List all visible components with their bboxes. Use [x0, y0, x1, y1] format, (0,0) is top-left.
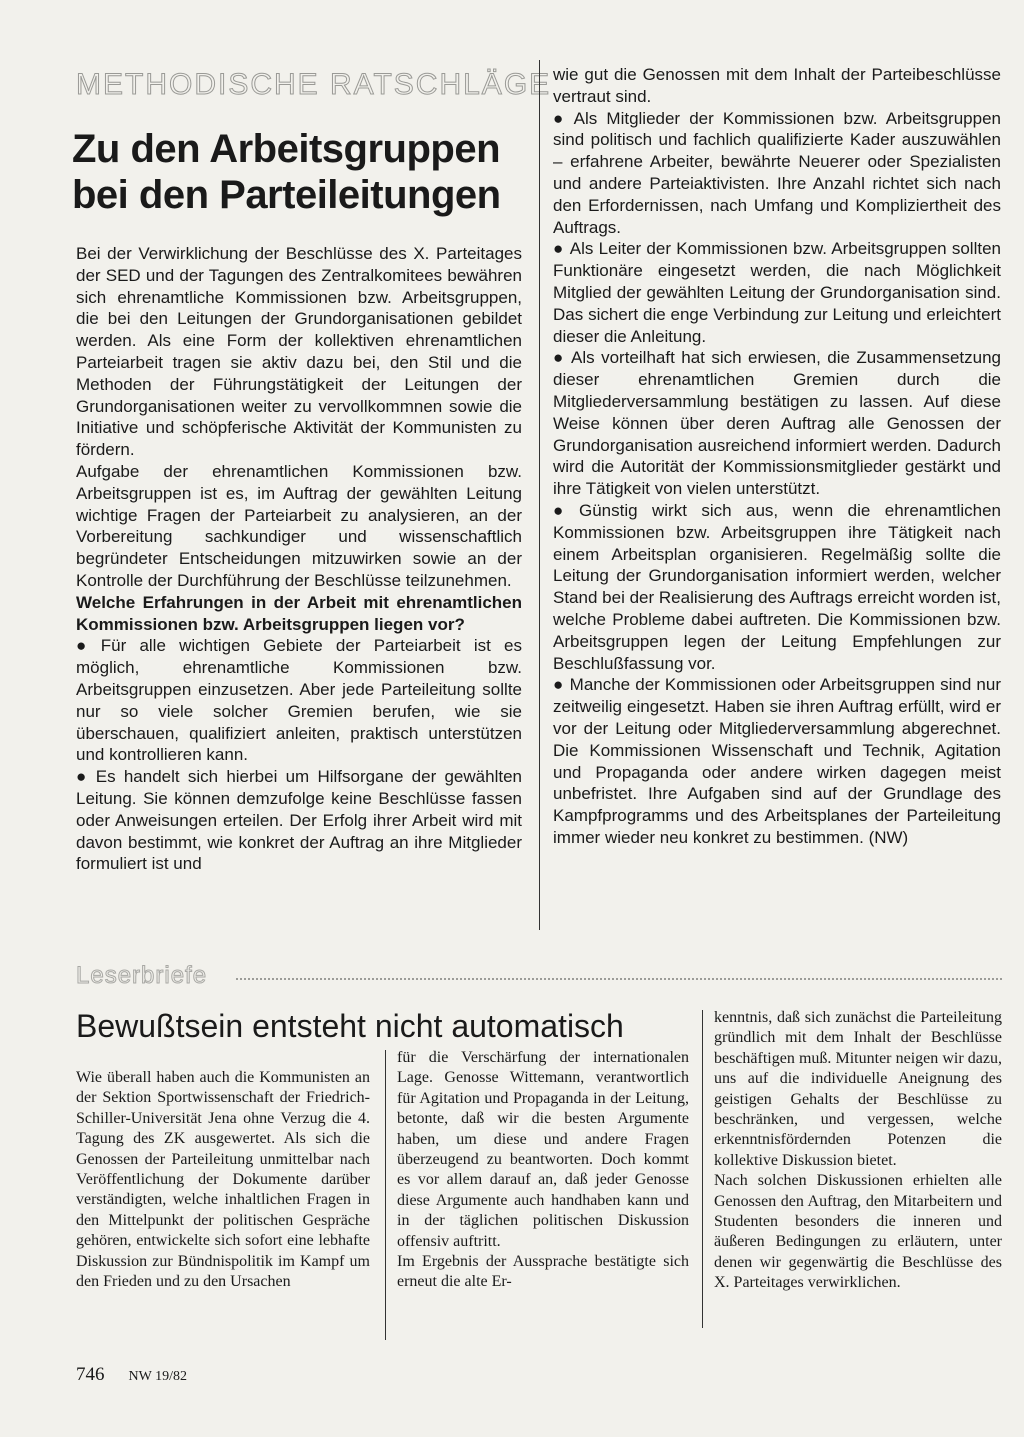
- bullet-paragraph: [553, 108, 1001, 239]
- article-column-1: [76, 243, 522, 875]
- letter-paragraph: kenntnis, daß sich zunächst die Parteileitung gründlich mit dem Inhalt der Beschlüsse beschäftigen muß. Mitunter neigen wir dazu, uns auf die individuelle Aneignung des geistigen Gehalts der Beschlüsse zu beschränken, und vergessen, welche erkenntnisfördernden Potenzen die kollektive Diskussion bietet.: [714, 1009, 1002, 1169]
- paragraph-text: Bei der Verwirklichung der Beschlüsse des X. Parteitages der SED und der Tagungen des Zentralkomitees bewähren sich ehrenamtliche Kommissionen bzw. Arbeitsgruppen, die bei den Leitungen der Grundorganisationen gebildet werden. Als eine Form der kollektiven ehrenamtlichen Parteiarbeit tragen sie aktiv dazu bei, den Stil und die Methoden der Führungstätigkeit der Leitungen der Grundorganisationen weiter zu vervollkommnen sowie die Initiative und schöpferische Aktivität der Kommunisten zu fördern.: [76, 244, 522, 460]
- body-paragraph: [76, 243, 522, 461]
- body-paragraph: [553, 64, 1001, 108]
- paragraph-text: Als Leiter der Kommissionen bzw. Arbeitsgruppen sollten Funktionäre eingesetzt werden, die nach Möglichkeit Mitglied der gewählten Leitung der Grundorganisation sind. Das sichert die enge Verbindung zur Leitung und erleichtert dieser die Anleitung.: [553, 239, 1001, 346]
- bullet-icon: ●: [76, 636, 95, 656]
- letter-paragraph: Nach solchen Diskussionen erhielten alle Genossen den Auftrag, den Mitarbeitern und Studenten besonders die inneren und äußeren Bedingungen zu erläutern, unter denen wir gegenwärtig die Beschlüsse des X. Parteitages verwirklichen.: [714, 1172, 1002, 1292]
- letter-column-divider-2: [702, 1010, 703, 1328]
- letter-column-2: [397, 1048, 689, 1293]
- letter-paragraph: Wie überall haben auch die Kommunisten an der Sektion Sportwissenschaft der Friedrich-Schiller-Universität Jena ohne Verzug die 4. Tagung des ZK ausgewertet. Als sich die Genossen der Parteileitung unmittelbar nach Veröffentlichung der Dokumente darüber verständigten, welche inhaltlichen Fragen in den Mittelpunkt der politischen Gespräche gehören, entwickelte sich sofort eine lebhafte Diskussion zur Bündnispolitik im Kampf um den Frieden und zu den Ursachen: [76, 1069, 370, 1291]
- bullet-paragraph: [76, 635, 522, 766]
- issue-label: NW 19/82: [128, 1369, 187, 1384]
- bullet-icon: ●: [553, 348, 566, 368]
- bullet-icon: ●: [553, 108, 568, 128]
- section-kicker: METHODISCHE RATSCHLÄGE: [76, 68, 552, 101]
- bullet-paragraph: [553, 674, 1001, 848]
- bullet-icon: ●: [553, 500, 573, 520]
- letter-headline: Bewußtsein entsteht nicht automatisch: [76, 1008, 624, 1044]
- bullet-icon: ●: [553, 675, 564, 695]
- letter-paragraph: für die Verschärfung der internationalen Lage. Genosse Wittemann, verantwortlich für Agitation und Propaganda in der Leitung, betonte, daß wir die besten Argumente haben, um diese und andere Fragen überzeugend zu beantworten. Doch kommt es vor allem darauf an, daß jeder Genosse diese Argumente auch handhaben kann und in der täglichen politischen Diskussion offensiv auftritt.: [397, 1049, 689, 1250]
- headline-line-1: Zu den Arbeitsgruppen: [72, 127, 501, 171]
- section-rule: [236, 978, 1002, 980]
- paragraph-text: Als vorteilhaft hat sich erwiesen, die Zusammensetzung dieser ehrenamtlichen Gremien durch die Mitgliederversammlung bestätigen zu lassen. Auf diese Weise können über deren Auftrag alle Genossen der Grundorganisation ausreichend informiert werden. Dadurch wird die Autorität der Kommissionsmitglieder gestärkt und ihre Tätigkeit von vielen unterstützt.: [553, 348, 1001, 499]
- paragraph-text: Es handelt sich hierbei um Hilfsorgane der gewählten Leitung. Sie können demzufolge keine Beschlüsse fassen oder Anweisungen erteilen. Der Erfolg ihrer Arbeit wird mit davon bestimmt, wie konkret der Auftrag an ihre Mitglieder formuliert ist und: [76, 767, 522, 874]
- bullet-icon: ●: [553, 239, 564, 259]
- letter-column-divider-1: [385, 1050, 386, 1340]
- paragraph-text: wie gut die Genossen mit dem Inhalt der Parteibeschlüsse vertraut sind.: [553, 65, 1001, 106]
- paragraph-text: Aufgabe der ehrenamtlichen Kommissionen bzw. Arbeitsgruppen ist es, im Auftrag der gewählten Leitung wichtige Fragen der Parteiarbeit zu analysieren, an der Vorbereitung sachkundiger und wissenschaftlich begründeter Entscheidungen mitzuwirken sowie an der Kontrolle der Durchführung der Beschlüsse teilzunehmen.: [76, 461, 522, 590]
- bullet-paragraph: [76, 766, 522, 875]
- section-label-leserbriefe: Leserbriefe: [76, 962, 208, 989]
- paragraph-text: Welche Erfahrungen in der Arbeit mit ehrenamtlichen Kommissionen bzw. Arbeitsgruppen liegen vor?: [76, 592, 522, 634]
- page-number: 746: [76, 1364, 105, 1385]
- bullet-paragraph: [553, 500, 1001, 674]
- paragraph-text: Günstig wirkt sich aus, wenn die ehrenamtlichen Kommissionen bzw. Arbeitsgruppen ihre Tätigkeit nach einem Arbeitsplan organisieren. Regelmäßig sollte die Leitung der Grundorganisation informiert werden, welcher Stand bei der Realisierung des Auftrags erreicht worden ist, welche Probleme dabei auftreten. Die Kommissionen bzw. Arbeitsgruppen legen der Leitung Empfehlungen zur Beschlußfassung vor.: [553, 500, 1001, 673]
- bullet-paragraph: [553, 238, 1001, 347]
- article-headline: [72, 126, 542, 218]
- question-heading: [76, 592, 522, 636]
- headline-line-2: bei den Parteileitungen: [72, 173, 501, 217]
- bullet-icon: ●: [76, 767, 90, 787]
- paragraph-text: Manche der Kommissionen oder Arbeitsgruppen sind nur zeitweilig eingesetzt. Haben sie ihren Auftrag erfüllt, wird er vor der Leitung oder Mitgliederversammlung abgerechnet. Die Kommissionen Wissenschaft und Technik, Agitation und Propaganda oder andere wirken dagegen meist unbefristet. Ihre Aufgaben sind auf der Grundlage des Kampfprogramms und des Arbeitsplanes der Parteileitung immer wieder neu konkret zu bestimmen. (NW): [553, 675, 1001, 847]
- paragraph-text: Als Mitglieder der Kommissionen bzw. Arbeitsgruppen sind politisch und fachlich qualifizierte Kader auszuwählen – erfahrene Arbeiter, bewährte Neuerer oder Spezialisten und andere Parteiaktivisten. Ihre Anzahl richtet sich nach den Erfordernissen, nach Umfang und Kompliziertheit des Auftrags.: [553, 108, 1001, 237]
- letter-column-1: [76, 1068, 370, 1292]
- letter-column-3: [714, 1008, 1002, 1294]
- article-column-2: [553, 64, 1001, 849]
- column-divider: [539, 60, 540, 930]
- paragraph-text: Für alle wichtigen Gebiete der Parteiarbeit ist es möglich, ehrenamtliche Kommissionen bzw. Arbeitsgruppen einzusetzen. Aber jede Parteileitung sollte nur so viele solcher Gremien berufen, wie sie überschauen, qualifiziert anleiten, praktisch unterstützen und kontrollieren kann.: [76, 636, 522, 765]
- body-paragraph: [76, 461, 522, 592]
- letter-paragraph: Im Ergebnis der Aussprache bestätigte sich erneut die alte Er-: [397, 1253, 689, 1291]
- bullet-paragraph: [553, 347, 1001, 500]
- page-footer: [76, 1364, 187, 1386]
